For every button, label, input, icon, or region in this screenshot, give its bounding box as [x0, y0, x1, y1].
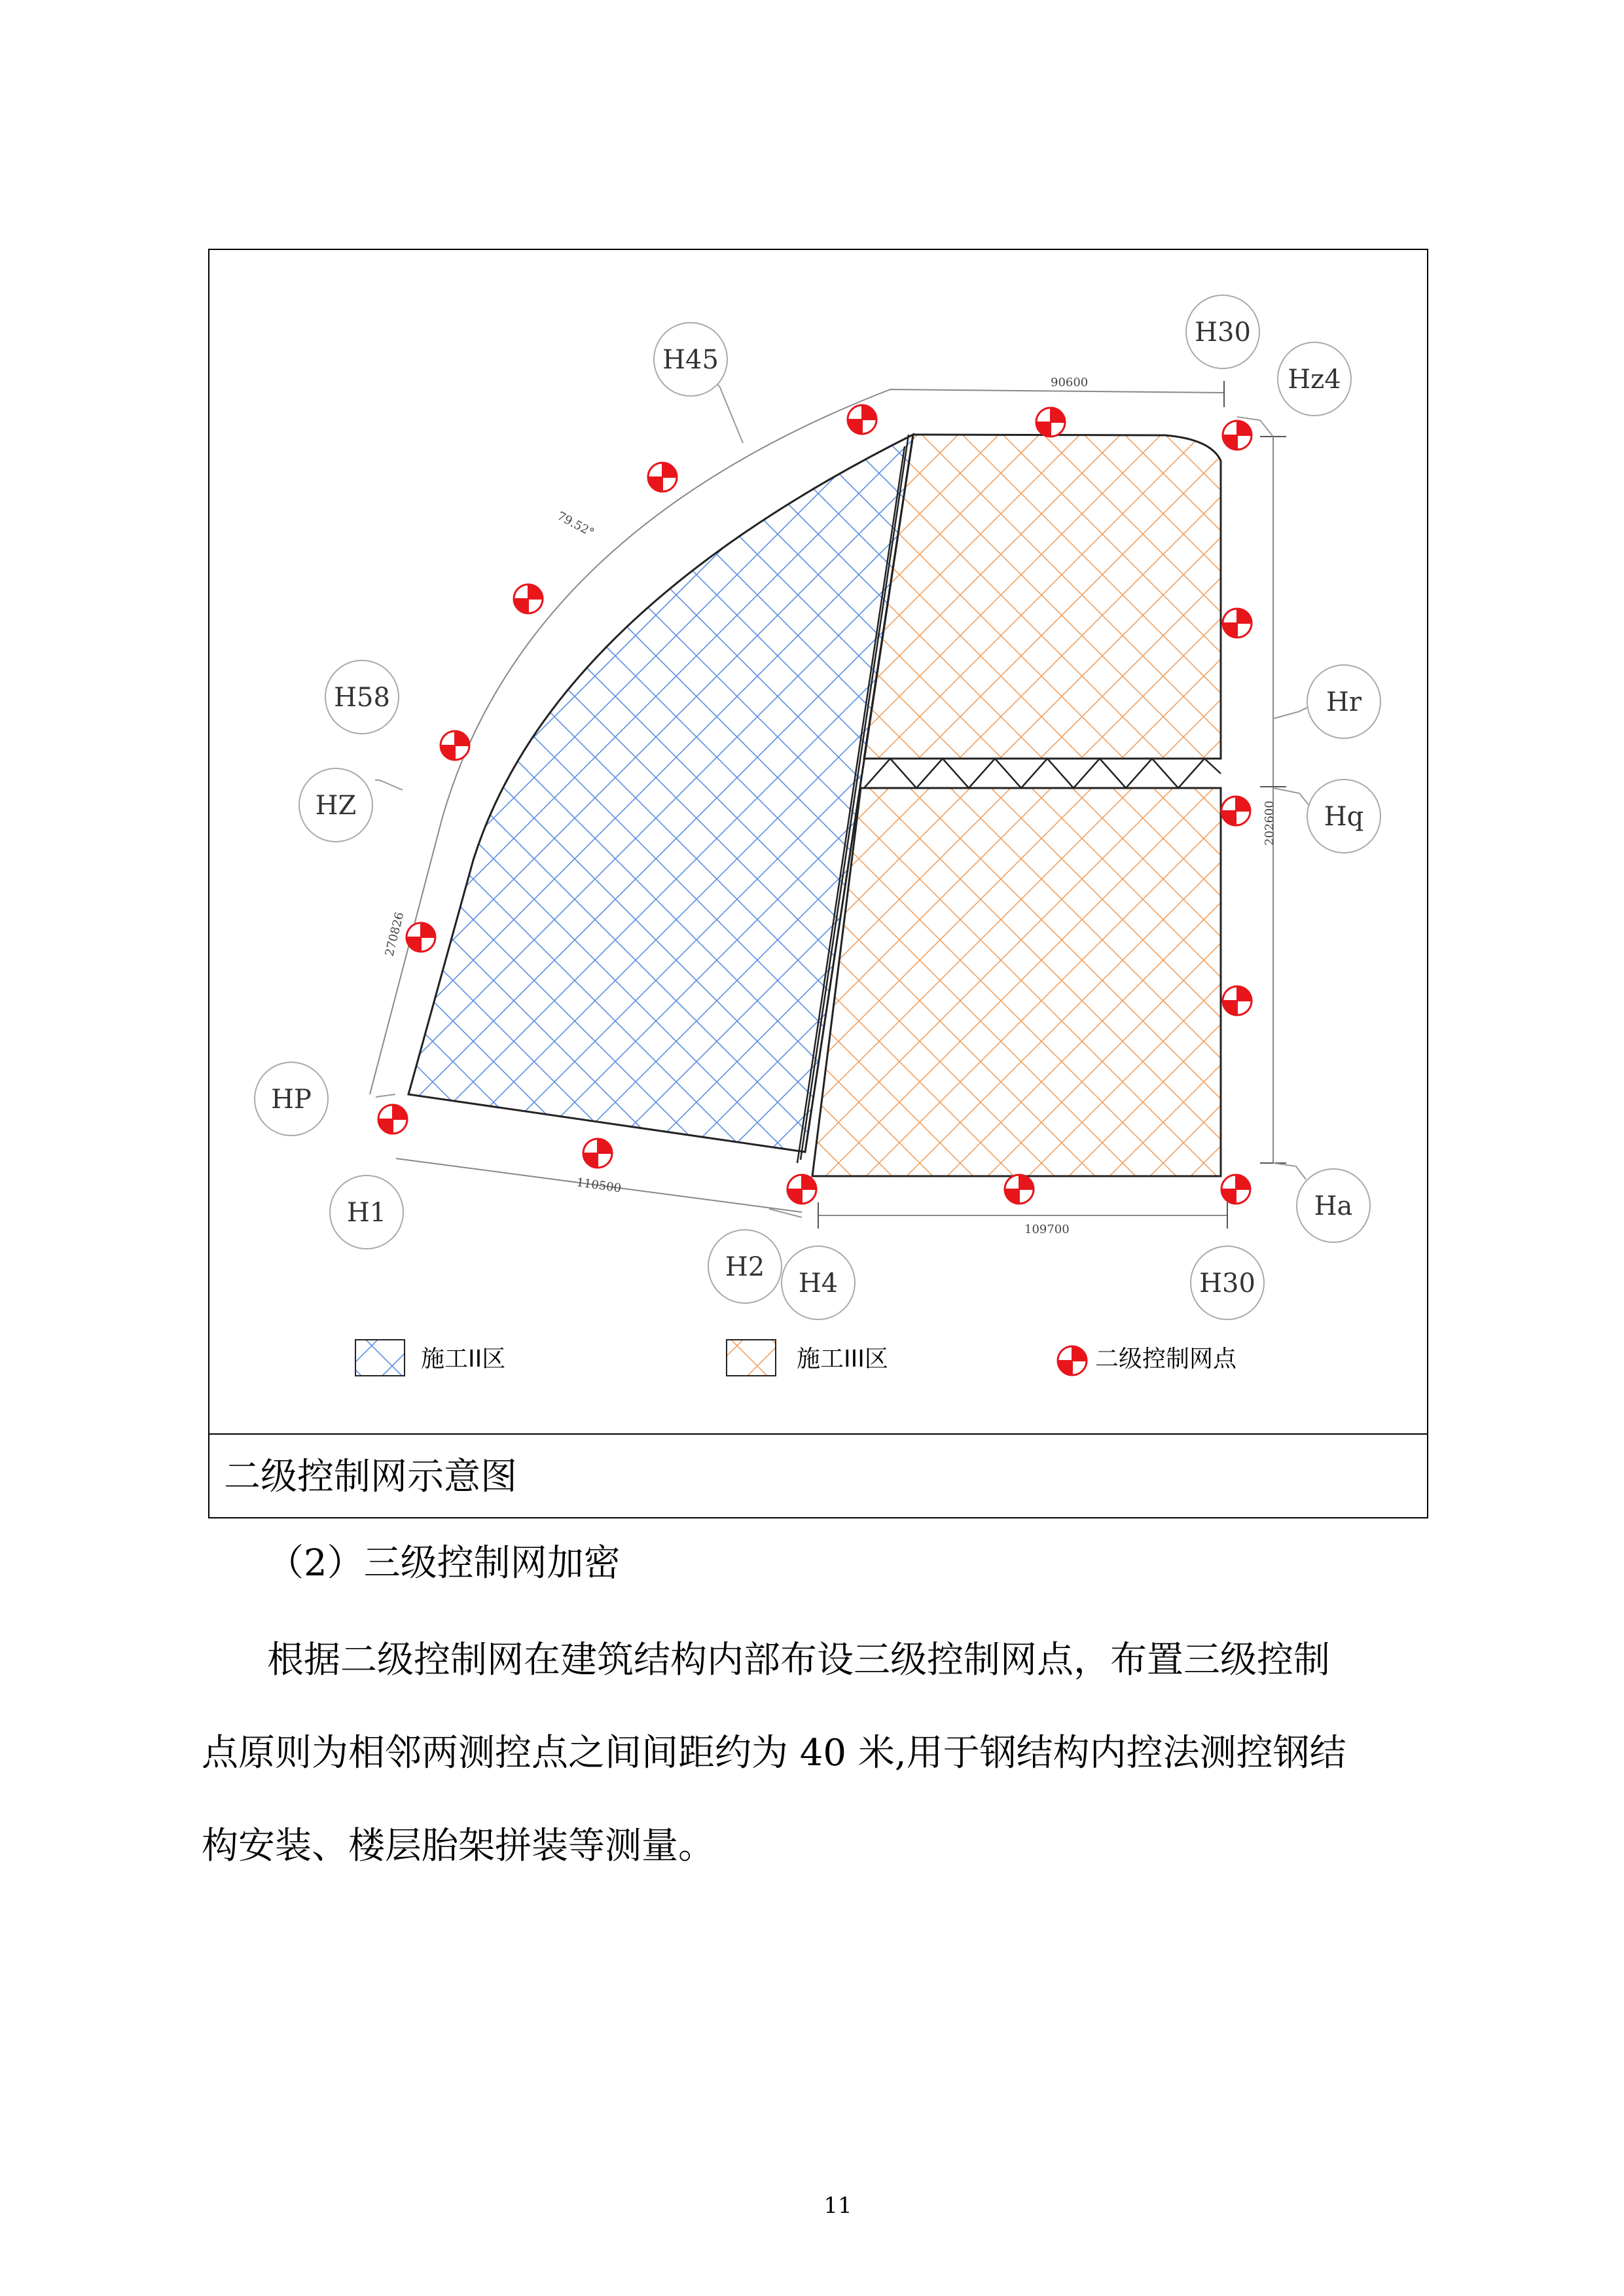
label-Hr	[1307, 665, 1380, 738]
paragraph-line: 点原则为相邻两测控点之间间距约为 40 米,用于钢结构内控法测控钢结	[202, 1732, 1346, 1774]
control-point	[583, 1139, 612, 1168]
figure-caption-row	[209, 1433, 1427, 1518]
label-Ha	[1297, 1169, 1370, 1242]
legend-swatch-zone-2	[355, 1340, 405, 1376]
control-point	[787, 1175, 816, 1204]
legend	[355, 1340, 1237, 1376]
dimension-left: 270826	[382, 910, 407, 958]
svg-text:H30: H30	[1199, 1268, 1255, 1299]
label-HP	[255, 1062, 328, 1136]
control-point	[1223, 609, 1252, 637]
section-subheading: （2）三级控制网加密	[267, 1542, 621, 1585]
svg-text:H58: H58	[334, 683, 390, 713]
svg-text:H2: H2	[725, 1252, 765, 1282]
dimension-bottom-right: 109700	[1024, 1223, 1070, 1236]
control-point	[378, 1105, 407, 1134]
control-point	[1221, 1175, 1250, 1204]
svg-text:Ha: Ha	[1314, 1191, 1353, 1221]
zone-3-lower-area	[812, 788, 1221, 1176]
legend-label-zone-3: 施工III区	[797, 1346, 888, 1372]
label-Hz4	[1278, 342, 1351, 416]
control-point	[1223, 421, 1252, 450]
paragraph-line: 根据二级控制网在建筑结构内部布设三级控制网点，布置三级控制	[267, 1639, 1330, 1681]
legend-control-point-icon	[1058, 1346, 1087, 1375]
label-Hq	[1307, 780, 1380, 853]
control-point	[648, 463, 677, 492]
dimension-right: 202600	[1263, 800, 1276, 846]
label-H2	[708, 1230, 782, 1303]
page-number: 11	[823, 2193, 852, 2219]
svg-text:H1: H1	[346, 1198, 387, 1228]
figure-caption: 二级控制网示意图	[224, 1456, 517, 1498]
svg-text:HP: HP	[271, 1085, 312, 1115]
dimension-top: 90600	[1051, 376, 1089, 389]
label-H1	[330, 1175, 403, 1249]
control-point	[406, 923, 435, 952]
svg-text:HZ: HZ	[315, 791, 357, 821]
svg-text:Hz4: Hz4	[1288, 365, 1341, 395]
control-point	[514, 584, 543, 613]
dimension-arc-angle: 79.52°	[554, 509, 596, 540]
label-H45	[654, 323, 727, 396]
svg-text:Hq: Hq	[1324, 802, 1364, 832]
label-H30-bottom	[1191, 1246, 1264, 1319]
control-point	[1036, 408, 1065, 437]
svg-text:H30: H30	[1195, 317, 1251, 348]
dimension-bottom-left: 110500	[575, 1175, 623, 1196]
label-H58	[325, 660, 399, 734]
svg-text:H4: H4	[798, 1268, 839, 1299]
control-point	[441, 731, 469, 760]
label-HZ	[299, 768, 372, 842]
label-H4	[782, 1246, 855, 1319]
control-point	[1005, 1175, 1034, 1204]
figure-frame	[208, 249, 1428, 1518]
legend-swatch-zone-3	[727, 1340, 776, 1376]
paragraph-line: 构安装、楼层胎架拼装等测量。	[202, 1825, 715, 1867]
control-point	[848, 405, 876, 434]
label-H30-top	[1186, 295, 1259, 368]
svg-text:Hr: Hr	[1326, 687, 1362, 717]
svg-text:H45: H45	[662, 345, 719, 375]
zone-3-upper-area	[864, 435, 1221, 759]
legend-label-control-point: 二级控制网点	[1095, 1346, 1237, 1372]
control-network-diagram	[209, 250, 1426, 1431]
legend-label-zone-2: 施工II区	[421, 1346, 506, 1372]
control-point	[1223, 986, 1252, 1015]
control-point	[1221, 797, 1250, 825]
